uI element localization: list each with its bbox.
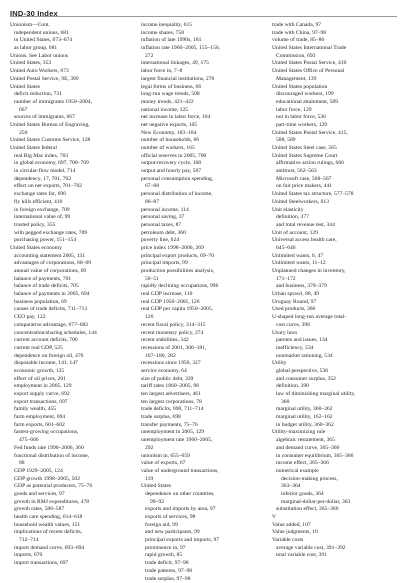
index-entry: value of exports, 67	[141, 460, 267, 468]
index-entry: GDP growth 1998–2005, 502	[10, 476, 136, 484]
index-entry: United States Office of Personal	[272, 68, 398, 76]
index-entry: official reserves in 2005, 700	[141, 153, 267, 161]
index-entry: antitrust, 562–563	[272, 168, 398, 176]
index-entry: principal export products, 69–70	[141, 253, 267, 261]
index-column-1	[10, 22, 136, 477]
index-entry: total variable cost, 391	[272, 552, 398, 560]
index-entry: household wealth values, 151	[10, 522, 136, 530]
index-entry: unionism in, 655–659	[141, 453, 267, 461]
index-entry: Unions. See Labor unions	[10, 53, 136, 61]
index-entry: in United States, 673–674	[10, 37, 136, 45]
index-entry: personal income, 114	[141, 207, 267, 215]
index-entry: comparative advantage, 677–682	[10, 322, 136, 330]
index-entry: GDP 1929–2005, 124	[10, 468, 136, 476]
index-entry: implications of recent deficits,	[10, 529, 136, 537]
index-entry: nonmarket rationing, 534	[272, 353, 398, 361]
index-entry: concentration/sharing schedules, 144	[10, 330, 136, 338]
index-entry: value of underground transactions,	[141, 468, 267, 476]
index-entry: foreign aid, 99	[141, 522, 267, 530]
index-entry: largest financial institutions, 278	[141, 76, 267, 84]
index-entry: current account deficits, 700	[10, 337, 136, 345]
index-entry: effect on net exports, 701–702	[10, 183, 136, 191]
index-entry: poverty line, 624	[141, 237, 267, 245]
index-entry: ten largest advertisers, 461	[141, 391, 267, 399]
index-entry: on fair price makers, 441	[272, 183, 398, 191]
index-entry: personal distribution of income,	[141, 191, 267, 199]
index-entry: purchasing power, 151–154	[10, 237, 136, 245]
index-entry: United Auto Workers, 673	[10, 68, 136, 76]
index-entry: United States International Trade	[272, 45, 398, 53]
index-entry: personal taxes, 87	[141, 222, 267, 230]
index-entry: as labor group, 681	[10, 45, 136, 53]
index-entry: current real GDP, 525	[10, 345, 136, 353]
index-entry: service economy, 64	[141, 368, 267, 376]
index-entry: real GDP increase, 110	[141, 291, 267, 299]
index-entry: independent unions, 681	[10, 30, 136, 38]
index-entry: in global economy, 697, 700–709	[10, 160, 136, 168]
index-entry: long-run wage trends, 508	[141, 91, 267, 99]
index-entry: petroleum debt, 360	[141, 230, 267, 238]
index-entry: principal exports and imports, 97	[141, 537, 267, 545]
index-entry: and new participants, 99	[141, 529, 267, 537]
index-entry: dependency, 17, 701, 702	[10, 176, 136, 184]
index-entry: growth in RMJ expenditures, 478	[10, 499, 136, 507]
index-entry: employment in 2005, 129	[10, 383, 136, 391]
index-entry: dependence on foreign oil, 476	[10, 353, 136, 361]
index-entry: United States population	[272, 84, 398, 92]
index-entry: and consumer surplus, 352	[272, 376, 398, 384]
index-entry: Utility	[272, 360, 398, 368]
index-entry: part-time workers, 129	[272, 122, 398, 130]
index-entry: functional distribution of income,	[10, 453, 136, 461]
index-entry: number of immigrants 1950–2004,	[10, 99, 136, 107]
index-entry: tariff rates 1860–2005, 96	[141, 383, 267, 391]
index-entry: U-shaped long-run average total-	[272, 314, 398, 322]
running-head: IND-30 Index	[10, 9, 58, 18]
index-entry: Unlimited wants, 11–12	[272, 260, 398, 268]
index-entry: import transactions, 697	[10, 560, 136, 568]
index-entry: farm exports, 601–602	[10, 422, 136, 430]
index-entry: affirmative action rulings, 666	[272, 160, 398, 168]
index-entry: United States Postal Service, 410	[272, 60, 398, 68]
index-entry: family wealth, 455	[10, 406, 136, 414]
index-entry: 272	[141, 53, 267, 61]
index-entry: law of diminishing marginal utility,	[272, 391, 398, 399]
index-entry: cost curve, 396	[272, 322, 398, 330]
index-entry: United States	[10, 84, 136, 92]
index-entry: trade with Canada, 97	[272, 22, 398, 30]
index-entry: 119	[141, 476, 267, 484]
index-entry: output-recovery cycle, 168	[141, 160, 267, 168]
index-entry: prominence in, 97	[141, 545, 267, 553]
index-entry: Usury laws	[272, 330, 398, 338]
running-header	[10, 3, 397, 17]
index-entry: with pegged exchange rates, 709	[10, 230, 136, 238]
index-entry: Unionism—Cont.	[10, 22, 136, 30]
index-entry: Variable costs	[272, 537, 398, 545]
index-entry: economic growth, 125	[10, 368, 136, 376]
index-entry: export supply curve, 692	[10, 391, 136, 399]
index-entry: unemployment in 2005, 129	[141, 429, 267, 437]
index-entry: recessions since 1950, 327	[141, 360, 267, 368]
index-entry: substitution effect, 365–366	[272, 506, 398, 514]
index-entry: United Steelworkers, 613	[272, 199, 398, 207]
index-entry: farm employment, 694	[10, 414, 136, 422]
index-entry: net negative exports, 105	[141, 122, 267, 130]
index-entry: transfer payments, 75–76	[141, 422, 267, 430]
index-entry: global perspective, 536	[272, 368, 398, 376]
index-entry: 88	[10, 460, 136, 468]
index-entry: in consumer equilibrium, 365–366	[272, 453, 398, 461]
index-entry: trade deficits, 698, 711–714	[141, 406, 267, 414]
index-entry: fastest-growing occupations,	[10, 429, 136, 437]
index-entry: decision-making process,	[272, 476, 398, 484]
index-entry: United States tax structure, 577–578	[272, 191, 398, 199]
index-entry: trade surplus, 97–98	[141, 576, 267, 583]
index-entry: 167–180, 282	[141, 353, 267, 361]
index-entry: Uruguay Round, 97	[272, 299, 398, 307]
index-entry: 126	[141, 314, 267, 322]
index-entry: Unlimited wants, 6, 47	[272, 253, 398, 261]
index-entry: personal saving, 37	[141, 214, 267, 222]
index-entry: educational attainment, 589	[272, 99, 398, 107]
index-entry: not in labor force, 536	[272, 114, 398, 122]
index-entry: discouraged workers, 199	[272, 91, 398, 99]
index-entry: trade surplus, 698	[141, 414, 267, 422]
index-entry: 99–92	[141, 499, 267, 507]
index-entry: goods and services, 97	[10, 491, 136, 499]
index-entry: balance of trade deficits, 705	[10, 283, 136, 291]
index-entry: international linkages, 49, 175	[141, 60, 267, 68]
index-entry: inferior goods, 364	[272, 491, 398, 499]
index-entry: balance of payments in 2005, 694	[10, 291, 136, 299]
index-entry: Utility-maximizing rule	[272, 429, 398, 437]
index-entry: inflation rate 1960–2005, 155–156,	[141, 45, 267, 53]
index-entry: 292	[141, 445, 267, 453]
index-entry: Microsoft case, 568–567	[272, 176, 398, 184]
index-entry: V	[272, 514, 398, 522]
index-entry: 363–364	[272, 483, 398, 491]
index-entry: production possibilities analysis,	[141, 268, 267, 276]
index-entry: national income, 125	[141, 107, 267, 115]
index-entry: dependence on other countries,	[141, 491, 267, 499]
index-entry: income shares, 758	[141, 30, 267, 38]
index-entry: fly kills efficient, 410	[10, 199, 136, 207]
index-entry: United States federal	[10, 145, 136, 153]
index-entry: marginal utility, 162–162	[272, 414, 398, 422]
index-entry: and total revenue test, 344	[272, 222, 398, 230]
index-entry: labor force in, 7–8	[141, 68, 267, 76]
index-entry: CEO pay, 122	[10, 314, 136, 322]
header-rule	[10, 16, 397, 17]
index-entry: average variable cost, 391–392	[272, 545, 398, 553]
index-entry: in foreign exchange, 709	[10, 207, 136, 215]
index-entry: marginal-dollar-per-dollar, 363	[272, 499, 398, 507]
index-entry: 50–51	[141, 276, 267, 284]
index-entry: personal consumption spending,	[141, 176, 267, 184]
index-entry: United States, 353	[10, 60, 136, 68]
index-entry: output and hourly pay, 507	[141, 168, 267, 176]
index-entry: imports, 670	[10, 552, 136, 560]
index-entry: parents and issues, 134	[272, 337, 398, 345]
index-entry: trade patterns, 97–98	[141, 568, 267, 576]
index-entry: 475–666	[10, 437, 136, 445]
index-entry: United States economy	[10, 245, 136, 253]
index-entry: price index 1998–2006, 269	[141, 245, 267, 253]
index-entry: Unit of account, 129	[272, 230, 398, 238]
index-entry: international value of, 99	[10, 214, 136, 222]
index-entry: Unit elasticity	[272, 207, 398, 215]
index-entry: unemployment rate 1960–2005,	[141, 437, 267, 445]
index-entry: health care spending, 614–618	[10, 514, 136, 522]
index-entry: Commission, 693	[272, 53, 398, 61]
index-entry: volume of trade, 85–86	[272, 37, 398, 45]
index-entry: ten largest corporations, 78	[141, 399, 267, 407]
index-entry: 171–172	[272, 276, 398, 284]
index-entry: 588, 589	[272, 137, 398, 145]
index-entry: 360	[272, 399, 398, 407]
index-entry: exchange rates for, 696	[10, 191, 136, 199]
index-entry: 86–87	[141, 199, 267, 207]
index-entry: real Big Mac index, 703	[10, 153, 136, 161]
index-entry: size of public debt, 339	[141, 376, 267, 384]
index-entry: definition, 377	[272, 214, 398, 222]
index-entry: 667	[10, 107, 136, 115]
index-entry: annual value of corporations, 69	[10, 268, 136, 276]
index-entry: principal imports, 99	[141, 260, 267, 268]
index-entry: recessions of 2001, 306–181,	[141, 345, 267, 353]
index-entry: legal forms of business, 66	[141, 84, 267, 92]
index-entry: Universal access health care,	[272, 237, 398, 245]
index-entry: effect of oil prices, 201	[10, 376, 136, 384]
index-entry: real GDP per capita 1950–2005,	[141, 306, 267, 314]
index-entry: Fed funds rate 1990–2006, 360	[10, 445, 136, 453]
index-entry: recent stabilities, 342	[141, 337, 267, 345]
index-entry: exports and imports by area, 97	[141, 506, 267, 514]
index-entry: exports of services, 98	[141, 514, 267, 522]
index-entry: accounting statement 2005, 131	[10, 253, 136, 261]
index-entry: net increase in labor force, 104	[141, 114, 267, 122]
index-entry: GDP as potential producers, 75–76	[10, 483, 136, 491]
index-entry: United States Supreme Court	[272, 153, 398, 161]
index-entry: money trends, 421–422	[141, 99, 267, 107]
index-entry: number of households, 66	[141, 137, 267, 145]
index-entry: rapid growth, 85	[141, 552, 267, 560]
index-entry: definition, 390	[272, 383, 398, 391]
index-entry: marginal utility, 360–362	[272, 406, 398, 414]
index-entry: business population, 69	[10, 299, 136, 307]
index-entry: income inequality, 615	[141, 22, 267, 30]
index-entry: import demand curve, 693–694	[10, 545, 136, 553]
index-entry: trusted policy, 355	[10, 222, 136, 230]
index-entry: United Postal Service, 9E, 389	[10, 76, 136, 84]
index-entry: Urban sprawl, 88, 49	[272, 291, 398, 299]
index-entry: United States Bureau of Engraving,	[10, 122, 136, 130]
index-entry: Value judgments, 10	[272, 529, 398, 537]
index-entry: growth rates, 586–587	[10, 506, 136, 514]
index-entry: balance of payments, 701	[10, 276, 136, 284]
index-entry: United States Steel case, 565	[272, 145, 398, 153]
index-entry: Management, 139	[272, 76, 398, 84]
index-entry: inflation of late 1990s, 181	[141, 37, 267, 45]
index-entry: export transactions, 697	[10, 399, 136, 407]
index-entry: 645–646	[272, 245, 398, 253]
index-entry: Used products, 366	[272, 306, 398, 314]
index-entry: in budget utility, 360–362	[272, 422, 398, 430]
index-column-2	[141, 22, 267, 477]
index-entry: rapidly declining occupations, 996	[141, 283, 267, 291]
index-entry: numerical example	[272, 468, 398, 476]
index-column-3	[272, 22, 398, 477]
index-entry: 712–714	[10, 537, 136, 545]
index-entry: and business, 378–379	[272, 283, 398, 291]
index-entry: 250	[10, 130, 136, 138]
index-entry: United States Postal Service, 415,	[272, 130, 398, 138]
index-entry: advantages of corporations, 68–69	[10, 260, 136, 268]
index-entry: number of workers, 165	[141, 145, 267, 153]
index-entry: and demand curve, 365–366	[272, 445, 398, 453]
index-entry: 67–68	[141, 183, 267, 191]
index-entry: trade with China, 97–98	[272, 30, 398, 38]
index-entry: causes of trade deficits, 711–713	[10, 306, 136, 314]
index-entry: recent fiscal policy, 314–315	[141, 322, 267, 330]
index-entry: income effect, 365–366	[272, 460, 398, 468]
index-entry: deficit reduction, 731	[10, 91, 136, 99]
index-entry: trade deficit, 97–98	[141, 560, 267, 568]
index-entry: disposable income, 141, 147	[10, 360, 136, 368]
index-entry: United States Customs Service, 128	[10, 137, 136, 145]
index-entry: algebraic restatement, 365	[272, 437, 398, 445]
index-entry: sources of immigrants, 667	[10, 114, 136, 122]
index-entry: New Economy, 183–184	[141, 130, 267, 138]
index-entry: real GDP 1950–2005, 126	[141, 299, 267, 307]
index-entry: Value added, 107	[272, 522, 398, 530]
index-entry: United States	[141, 483, 267, 491]
index-entry: labor force, 129	[272, 107, 398, 115]
index-entry: Unplanned changes in inventory,	[272, 268, 398, 276]
index-entry: inefficiency, 534	[272, 345, 398, 353]
index-entry: recent monetary policy, 274	[141, 330, 267, 338]
index-entry: in circular-flow model, 714	[10, 168, 136, 176]
